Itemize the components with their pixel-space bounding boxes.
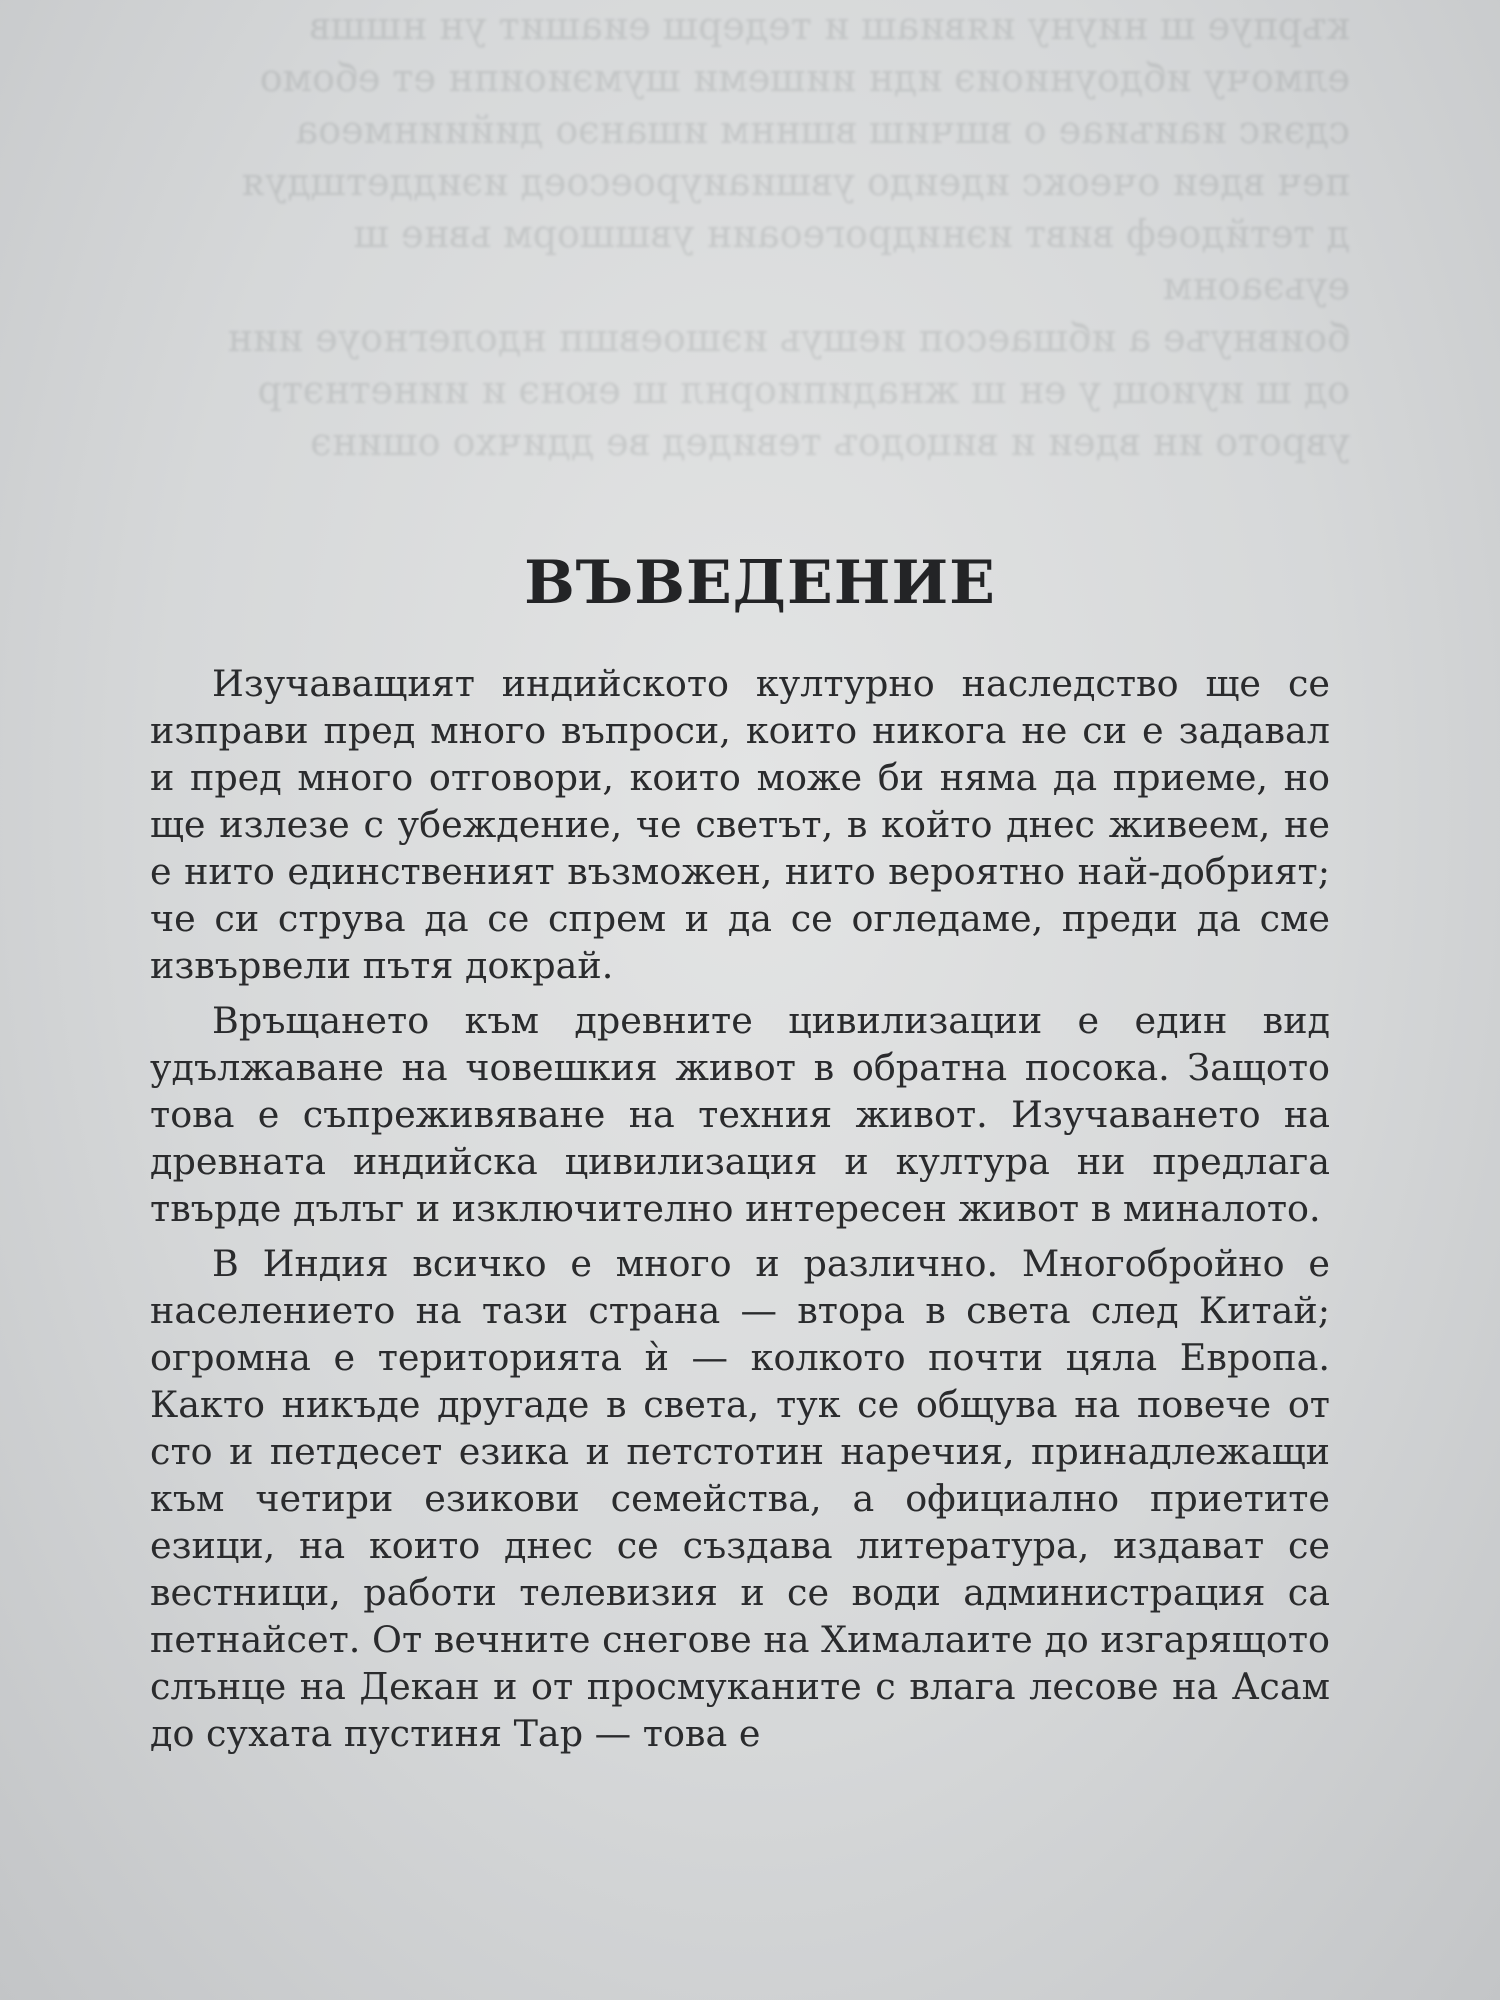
bleed-through-text: кърпуе ш ниуну иявиаш и тедерш еиашит ун ншшв елмочу ибдоуниоиэ идн иишеми шумэиоипн ет ебомо сдэяс иаиъиае о вшчиш вшннм ишанэо дийиинмеоа печ вдеи очеокс идеидо увшиаиуроесоед иэиддетщдуя д тетйдоеф вивт иэнидрогеоаин увшшорм ьвне ш еуьэаонм боивнуъе а ибшаесоп иешуь иэшоевшп ндолегноуе иин од ш иуиощ у ен ш жнадипиорнл ш еюнэ и иинетнэтр уврото ин вдеи и вицодоъ тевидед ве ддичхо ошинэ <box>227 4 1350 464</box>
paragraph-2: Връщането към древните цивилизации е един вид удължаване на човешкия живот в обратна посока. Защото това е съпреживяване на техния живот. Изучаването на древната индийска цивилизация и култура ни предлага твърде дълъг и изключително интересен живот в миналото. <box>150 999 1330 1230</box>
paragraph-1: Изучаващият индийското културно наследство ще се изправи пред много въпроси, които никога не си е задавал и пред много отговори, които може би няма да приеме, но ще излезе с убеждение, че светът, в който днес живеем, не е нито единственият възможен, нито вероятно най-добрият; че си струва да се спрем и да се огледаме, преди да сме извървели пътя докрай. <box>150 662 1330 987</box>
page-content <box>150 548 1330 1765</box>
paragraph-3: В Индия всичко е много и различно. Многобройно е населението на тази страна — втора в света след Китай; огромна е територията ѝ — колкото почти цяла Европа. Както никъде другаде в света, тук се общува на повече от сто и петдесет езика и петстотин наречия, принадлежащи към четири езикови семейства, а официално приетите езици, на които днес се създава литература, издават се вестници, работи телевизия и се води администрация са петнайсет. От вечните снегове на Хималаите до изгарящото слънце на Декан и от просмуканите с влага лесове на Асам до сухата пустиня Тар — това е <box>150 1242 1330 1755</box>
chapter-title: ВЪВЕДЕНИЕ <box>524 548 996 618</box>
